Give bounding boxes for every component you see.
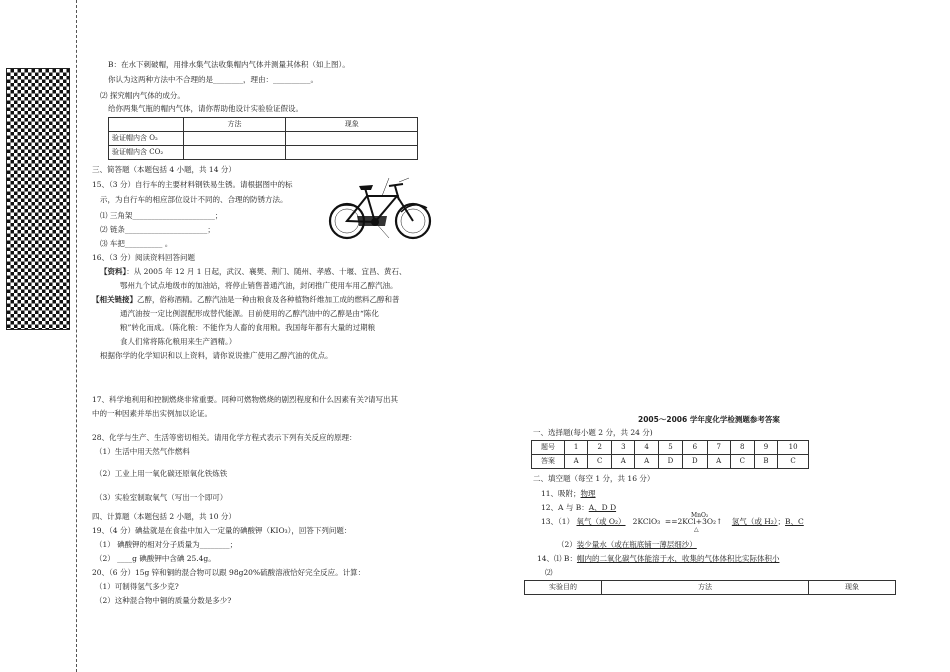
verify-table <box>108 117 418 160</box>
table-header: 实验目的 <box>525 581 602 595</box>
answer-13-2 <box>557 540 697 549</box>
answer-13-2-label: （2） <box>557 540 577 549</box>
table-cell: 3 <box>612 441 635 455</box>
link-line2: 通汽油按一定比例混配形成替代能源。目前使用的乙醇汽油中的乙醇是由“陈化 <box>120 309 379 318</box>
table-cell: 9 <box>754 441 777 455</box>
question-15-item1: ⑴ 三角架______________________； <box>100 211 223 220</box>
table-cell: 验证帽内含 CO₂ <box>109 146 184 160</box>
table-header <box>109 118 184 132</box>
table-cell: 题号 <box>532 441 565 455</box>
table-row <box>525 581 896 595</box>
question-28-item2: （2）工业上用一氧化碳还原氧化铁炼铁 <box>95 469 228 478</box>
question-15-item3: ⑶ 车把__________ 。 <box>100 239 173 248</box>
answer-11-label: 11、吸附； <box>541 489 581 498</box>
question-19: 19、（4 分）碘盐就是在食盐中加入一定量的碘酸钾（KIO₃），回答下列问题： <box>92 526 352 535</box>
table-cell: A <box>612 455 635 469</box>
table-cell: A <box>565 455 588 469</box>
question-15-line2: 示，为自行车的相应部位设计不同的、合理的防锈方法。 <box>100 195 288 204</box>
link-line3: 粮”转化而成。（陈化粮：不能作为人畜的食用粮。我国每年都有大量的过期粮 <box>120 323 376 332</box>
question-16-ask: 根据你学的化学知识和以上资料，请你说说推广使用乙醇汽油的优点。 <box>100 351 333 360</box>
question-15-item2: ⑵ 链条______________________； <box>100 225 215 234</box>
answer-13-value2: 氢气（或 H₂） <box>731 517 778 526</box>
table-cell: 验证帽内含 O₂ <box>109 132 184 146</box>
answer-13-value1: 氧气（或 O₂） <box>576 517 626 526</box>
table-cell: 1 <box>565 441 588 455</box>
table-cell: D <box>658 455 682 469</box>
section-3-heading: 三、简答题（本题包括 4 小题，共 14 分） <box>92 165 236 174</box>
decorative-checker-strip <box>6 68 70 330</box>
table-header: 方法 <box>183 118 286 132</box>
material-text1: ：从 2005 年 12 月 1 日起，武汉、襄樊、荆门、随州、孝感、十堰、宜昌、黄石、 <box>126 267 407 276</box>
table-cell: 6 <box>683 441 707 455</box>
table-cell: A <box>707 455 730 469</box>
answer-13-label: 13、（1） <box>541 517 575 526</box>
table-cell: C <box>588 455 612 469</box>
choice-answer-table <box>531 440 809 469</box>
bicycle-image <box>327 176 435 246</box>
table-cell <box>183 132 286 146</box>
answer-14-value: 帽内的二氧化碳气体能溶于水，收集的气体体积比实际体积小 <box>576 554 780 563</box>
answer-11-value: 物理 <box>580 489 596 498</box>
table-row <box>109 118 418 132</box>
table-cell: 答案 <box>532 455 565 469</box>
table-cell: 7 <box>707 441 730 455</box>
answer-13-value3: B、C <box>785 517 804 526</box>
table-row <box>532 441 809 455</box>
table-cell: A <box>635 455 658 469</box>
question-28: 28、化学与生产、生活等密切相关。请用化学方程式表示下列有关反应的原理： <box>92 433 357 442</box>
question-19-item1: （1） 碘酸钾的相对分子质量为________； <box>95 540 238 549</box>
answer-section-1: 一、选择题(每小题 2 分，共 24 分) <box>533 428 653 437</box>
question-20-item2: （2）这种混合物中铜的质量分数是多少? <box>95 596 232 605</box>
answer-14-label: 14、⑴ B： <box>537 554 577 563</box>
table-cell: 8 <box>730 441 754 455</box>
answer-11 <box>541 489 596 498</box>
table-cell: D <box>683 455 707 469</box>
table-cell: 4 <box>635 441 658 455</box>
question-20: 20、（6 分）15g 锌和铜的混合物可以跟 98g20%硫酸溶液恰好完全反应。计算： <box>92 568 366 577</box>
answer-13-2-value: 装少量水（或在瓶底铺一薄层细沙） <box>576 540 697 549</box>
experiment-table <box>524 580 896 595</box>
table-cell: C <box>730 455 754 469</box>
question-28-item1: （1）生活中用天然气作燃料 <box>95 447 190 456</box>
material-line1 <box>100 267 406 276</box>
material-line2: 鄂州九个试点地级市的加油站，将停止销售普通汽油，封闭推广使用车用乙醇汽油。 <box>120 281 398 290</box>
table-row <box>109 146 418 160</box>
link-label: 【相关链接】 <box>92 295 137 304</box>
question-28-item3: （3）实验室制取氧气（写出一个即可） <box>95 493 228 502</box>
table-row <box>109 132 418 146</box>
link-line4: 食人们常将陈化粮用来生产酒精。） <box>120 337 237 346</box>
table-header: 现象 <box>286 118 418 132</box>
answer-14 <box>537 554 779 563</box>
table-cell: 5 <box>658 441 682 455</box>
question-20-item1: （1）可制得氢气多少克? <box>95 582 179 591</box>
answer-section-2: 二、填空题（每空 1 分，共 16 分） <box>533 474 655 483</box>
table-row <box>532 455 809 469</box>
answer-13-equation: 2KClO₃ <box>632 517 661 526</box>
table-cell: 2 <box>588 441 612 455</box>
question-b-text: B：在水下刺破帽，用排水集气法收集帽内气体并测量其体积（如上图）。 <box>108 60 350 69</box>
binding-dashed-line <box>76 0 77 672</box>
question-17-line2: 中的一种因素并举出实例加以论证。 <box>92 409 212 418</box>
answer-title: 2005～2006 学年度化学检测题参考答案 <box>638 415 780 424</box>
question-19-item2: （2） ____g 碘酸钾中含碘 25.4g。 <box>95 554 216 563</box>
question-2-title: ⑵ 探究帽内气体的成分。 <box>100 91 185 100</box>
section-4-heading: 四、计算题（本题包括 2 小题，共 10 分） <box>92 512 236 521</box>
material-label: 【资料】 <box>100 267 127 276</box>
answer-13: 13、（1） 氧气（或 O₂） 2KClO₃ ==2KCl+3O₂↑ 氢气（或 H₂）；B、C <box>541 517 804 526</box>
table-header: 方法 <box>602 581 809 595</box>
table-cell: C <box>778 455 809 469</box>
question-15-line1: 15、（3 分）自行车的主要材料钢铁易生锈。请根据图中的标 <box>92 180 293 189</box>
table-cell <box>183 146 286 160</box>
answer-12-value: A、D D <box>588 503 617 512</box>
heat-symbol: △ <box>694 526 699 533</box>
question-16: 16、（3 分）阅读资料回答问题 <box>92 253 195 262</box>
answer-12 <box>541 503 616 512</box>
question-2-text: 给你两集气瓶的帽内气体，请你帮助他设计实验验证假设。 <box>108 104 303 113</box>
table-header: 现象 <box>809 581 896 595</box>
question-unreasonable: 你认为这两种方法中不合理的是________，理由：__________。 <box>108 75 318 84</box>
link-line1 <box>92 295 400 304</box>
answer-13-equation-products: ==2KCl+3O₂↑ <box>664 517 723 526</box>
answer-12-label: 12、A 与 B： <box>541 503 589 512</box>
table-cell <box>286 146 418 160</box>
question-17-line1: 17、科学地利用和控制燃烧非常重要。同种可燃物燃烧的剧烈程度和什么因素有关?请写出其 <box>92 395 399 404</box>
catalyst-label: MnO₂ <box>691 512 709 519</box>
link-text1: 乙醇，俗称酒精。乙醇汽油是一种由粮食及各种植物纤维加工成的燃料乙醇和普 <box>137 295 400 304</box>
table-cell: 10 <box>778 441 809 455</box>
table-cell: B <box>754 455 777 469</box>
answer-14-2: ⑵ <box>545 568 553 577</box>
table-cell <box>286 132 418 146</box>
